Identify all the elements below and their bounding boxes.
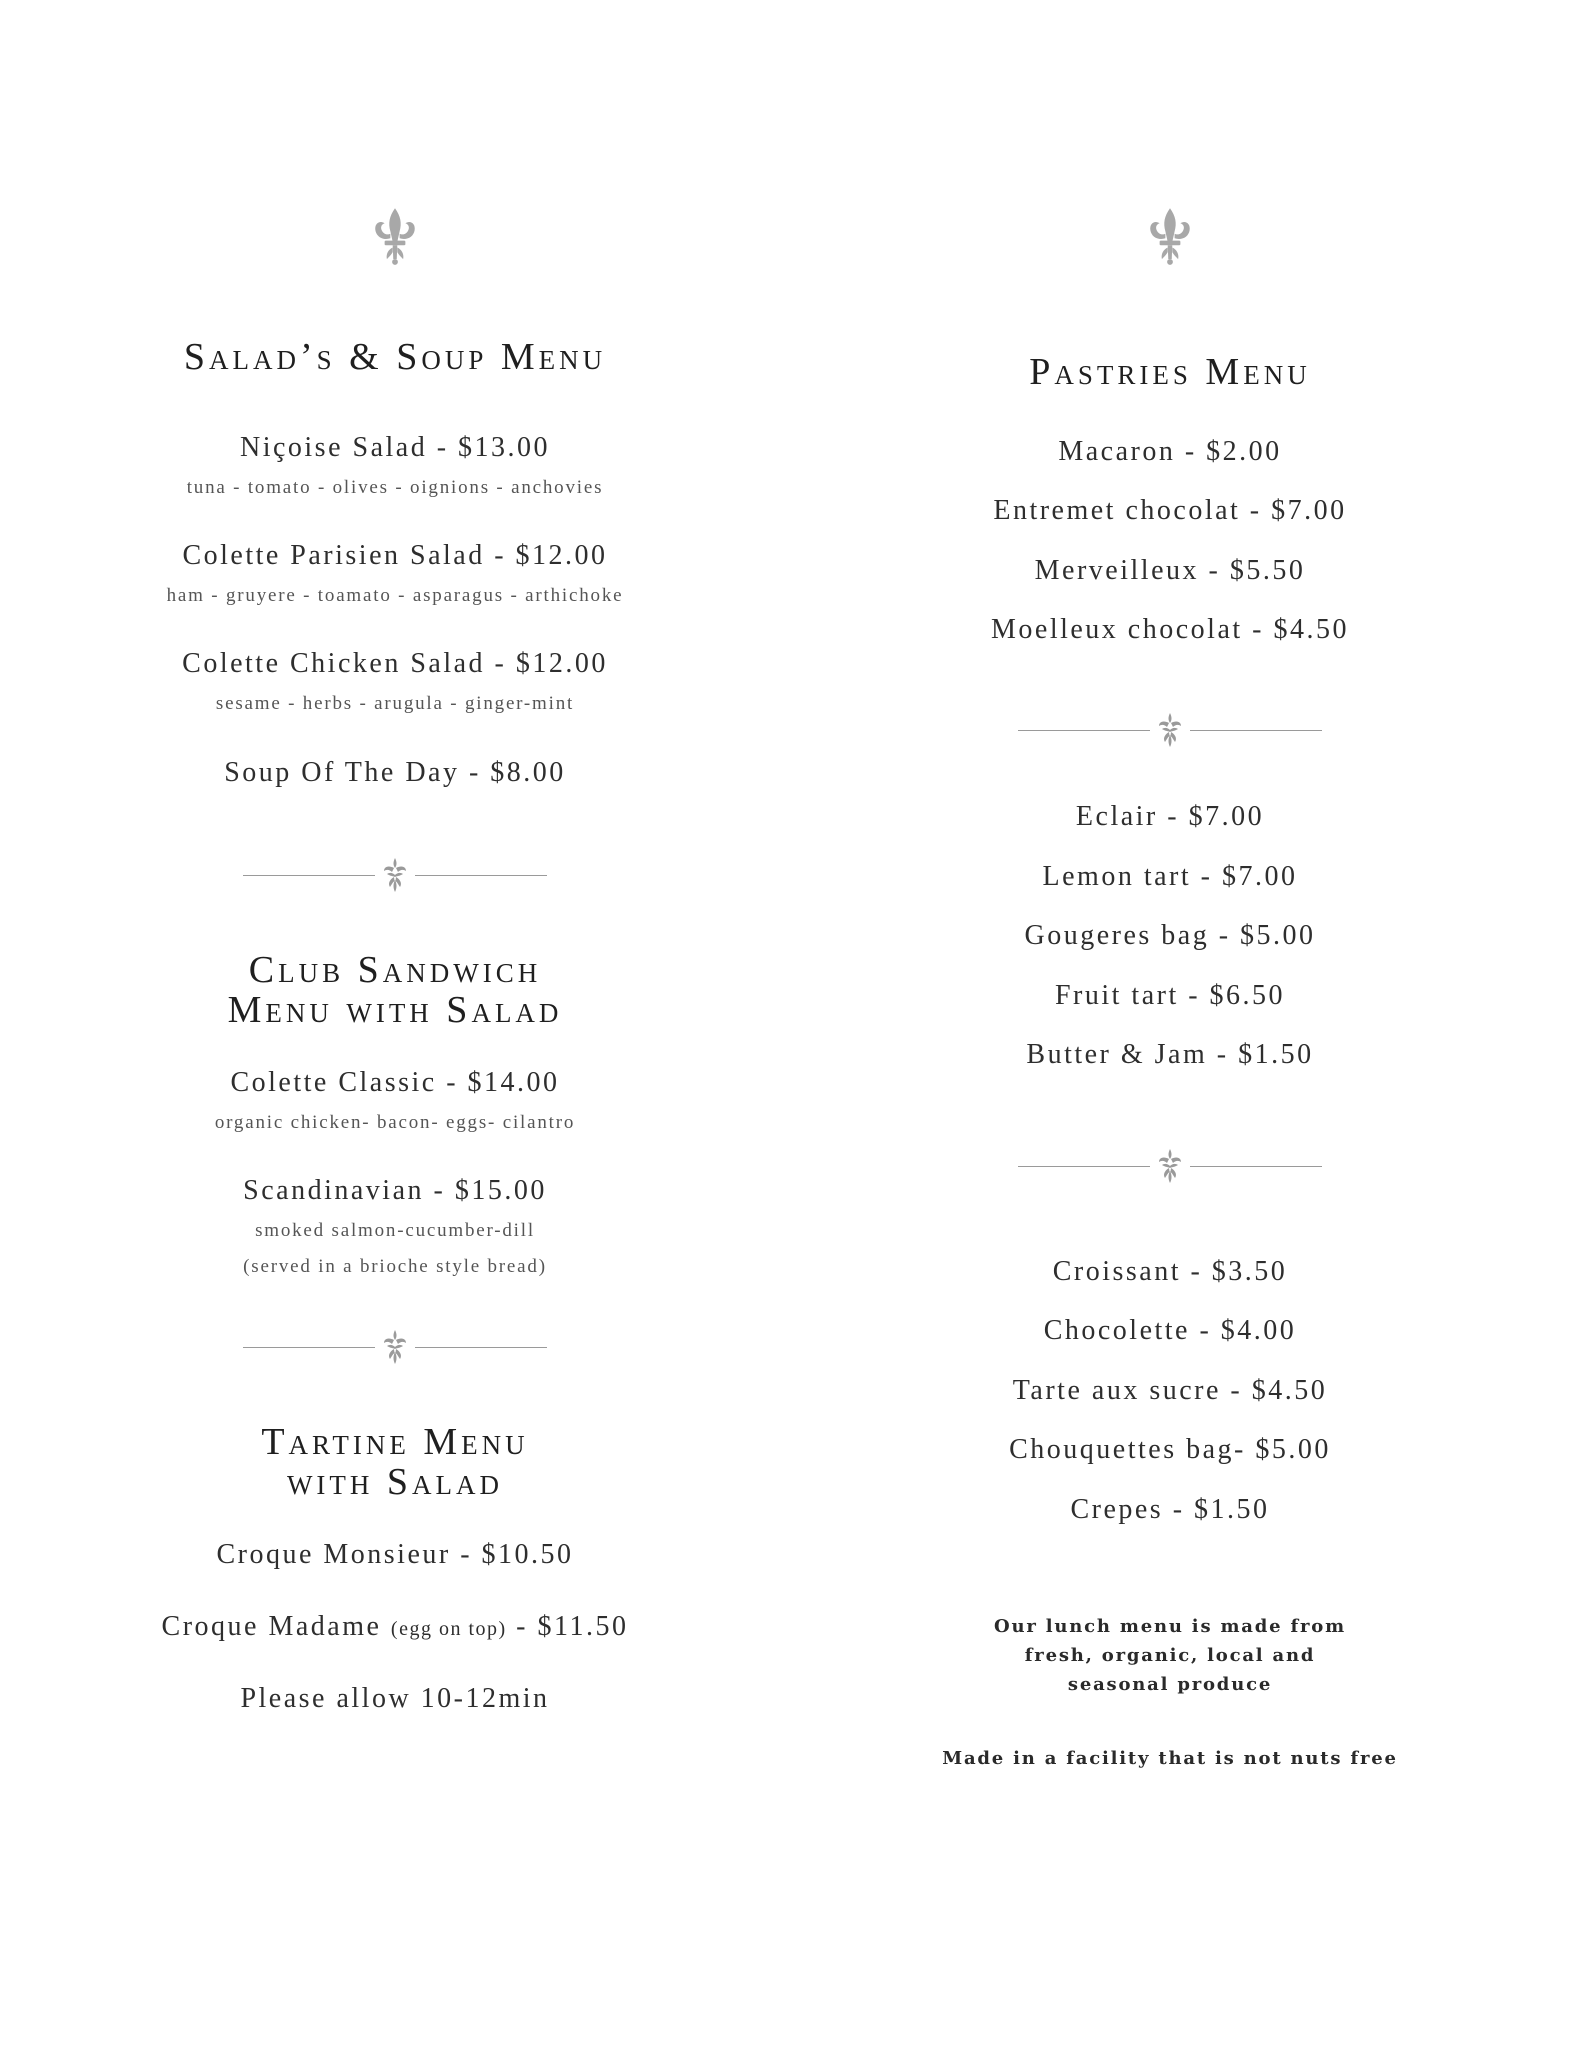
ornament-icon xyxy=(375,855,415,895)
menu-item-gougeres-bag: Gougeres bag - $5.00 xyxy=(1024,920,1316,951)
item-description: organic chicken- bacon- eggs- cilantro xyxy=(214,1112,576,1133)
preparation-time-note: Please allow 10-12min xyxy=(240,1683,550,1714)
menu-item-fruit-tart: Fruit tart - $6.50 xyxy=(1054,980,1286,1011)
section-divider xyxy=(1018,1146,1322,1186)
tartine-heading xyxy=(110,1422,680,1502)
menu-item-parisien-salad: Colette Parisien Salad - $12.00 xyxy=(182,540,608,571)
ornament-icon xyxy=(375,1327,415,1367)
menu-item-colette-classic: Colette Classic - $14.00 xyxy=(230,1067,560,1098)
note-line: seasonal produce xyxy=(1067,1674,1273,1695)
menu-item-soup-of-the-day: Soup Of The Day - $8.00 xyxy=(224,757,566,788)
menu-item-lemon-tart: Lemon tart - $7.00 xyxy=(1042,861,1298,892)
heading-line: Tartine Menu xyxy=(261,1421,529,1463)
heading-line: Club Sandwich xyxy=(248,949,542,991)
menu-item-scandinavian: Scandinavian - $15.00 xyxy=(243,1175,547,1206)
menu-item-croque-monsieur: Croque Monsieur - $10.50 xyxy=(216,1539,574,1570)
menu-item-moelleux-chocolat: Moelleux chocolat - $4.50 xyxy=(991,614,1349,645)
item-name: Croque Madame xyxy=(161,1611,391,1642)
section-divider xyxy=(243,1327,547,1367)
section-divider xyxy=(243,855,547,895)
menu-item-crepes: Crepes - $1.50 xyxy=(1070,1494,1270,1525)
pastries-heading: Pastries Menu xyxy=(1029,351,1311,393)
menu-item-nicoise-salad: Niçoise Salad - $13.00 xyxy=(239,432,551,463)
menu-item-butter-jam: Butter & Jam - $1.50 xyxy=(1026,1039,1314,1070)
menu-item-croque-madame xyxy=(110,1611,680,1645)
menu-item-chicken-salad: Colette Chicken Salad - $12.00 xyxy=(182,648,608,679)
menu-item-croissant: Croissant - $3.50 xyxy=(1052,1256,1288,1287)
note-line: fresh, organic, local and xyxy=(1024,1645,1316,1666)
salads-soup-heading: Salad’s & Soup Menu xyxy=(183,336,607,378)
item-description: sesame - herbs - arugula - ginger-mint xyxy=(215,693,575,714)
ornament-icon xyxy=(1150,1146,1190,1186)
heading-line: with Salad xyxy=(286,1461,504,1503)
item-price: - $11.50 xyxy=(506,1611,629,1642)
allergen-note: Made in a facility that is not nuts free xyxy=(942,1748,1398,1769)
menu-item-macaron: Macaron - $2.00 xyxy=(1058,436,1282,467)
menu-item-entremet-chocolat: Entremet chocolat - $7.00 xyxy=(993,495,1347,526)
fleur-de-lis-icon xyxy=(371,206,419,266)
note-line: Our lunch menu is made from xyxy=(994,1616,1346,1637)
item-description: tuna - tomato - olives - oignions - anchovies xyxy=(186,477,604,498)
fleur-de-lis-icon xyxy=(1146,206,1194,266)
item-description: smoked salmon-cucumber-dill xyxy=(255,1220,535,1241)
club-sandwich-heading xyxy=(110,950,680,1030)
menu-item-chouquettes-bag: Chouquettes bag- $5.00 xyxy=(1009,1434,1331,1465)
menu-item-chocolette: Chocolette - $4.00 xyxy=(1043,1315,1297,1346)
lunch-menu-note xyxy=(940,1612,1400,1699)
item-note: (egg on top) xyxy=(390,1618,507,1640)
menu-item-tarte-aux-sucre: Tarte aux sucre - $4.50 xyxy=(1012,1375,1328,1406)
ornament-icon xyxy=(1150,710,1190,750)
menu-item-eclair: Eclair - $7.00 xyxy=(1075,801,1265,832)
menu-item-merveilleux: Merveilleux - $5.50 xyxy=(1034,555,1306,586)
item-description: ham - gruyere - toamato - asparagus - arthichoke xyxy=(166,585,624,606)
section-divider xyxy=(1018,710,1322,750)
heading-line: Menu with Salad xyxy=(227,989,563,1031)
item-description-note: (served in a brioche style bread) xyxy=(243,1256,547,1277)
